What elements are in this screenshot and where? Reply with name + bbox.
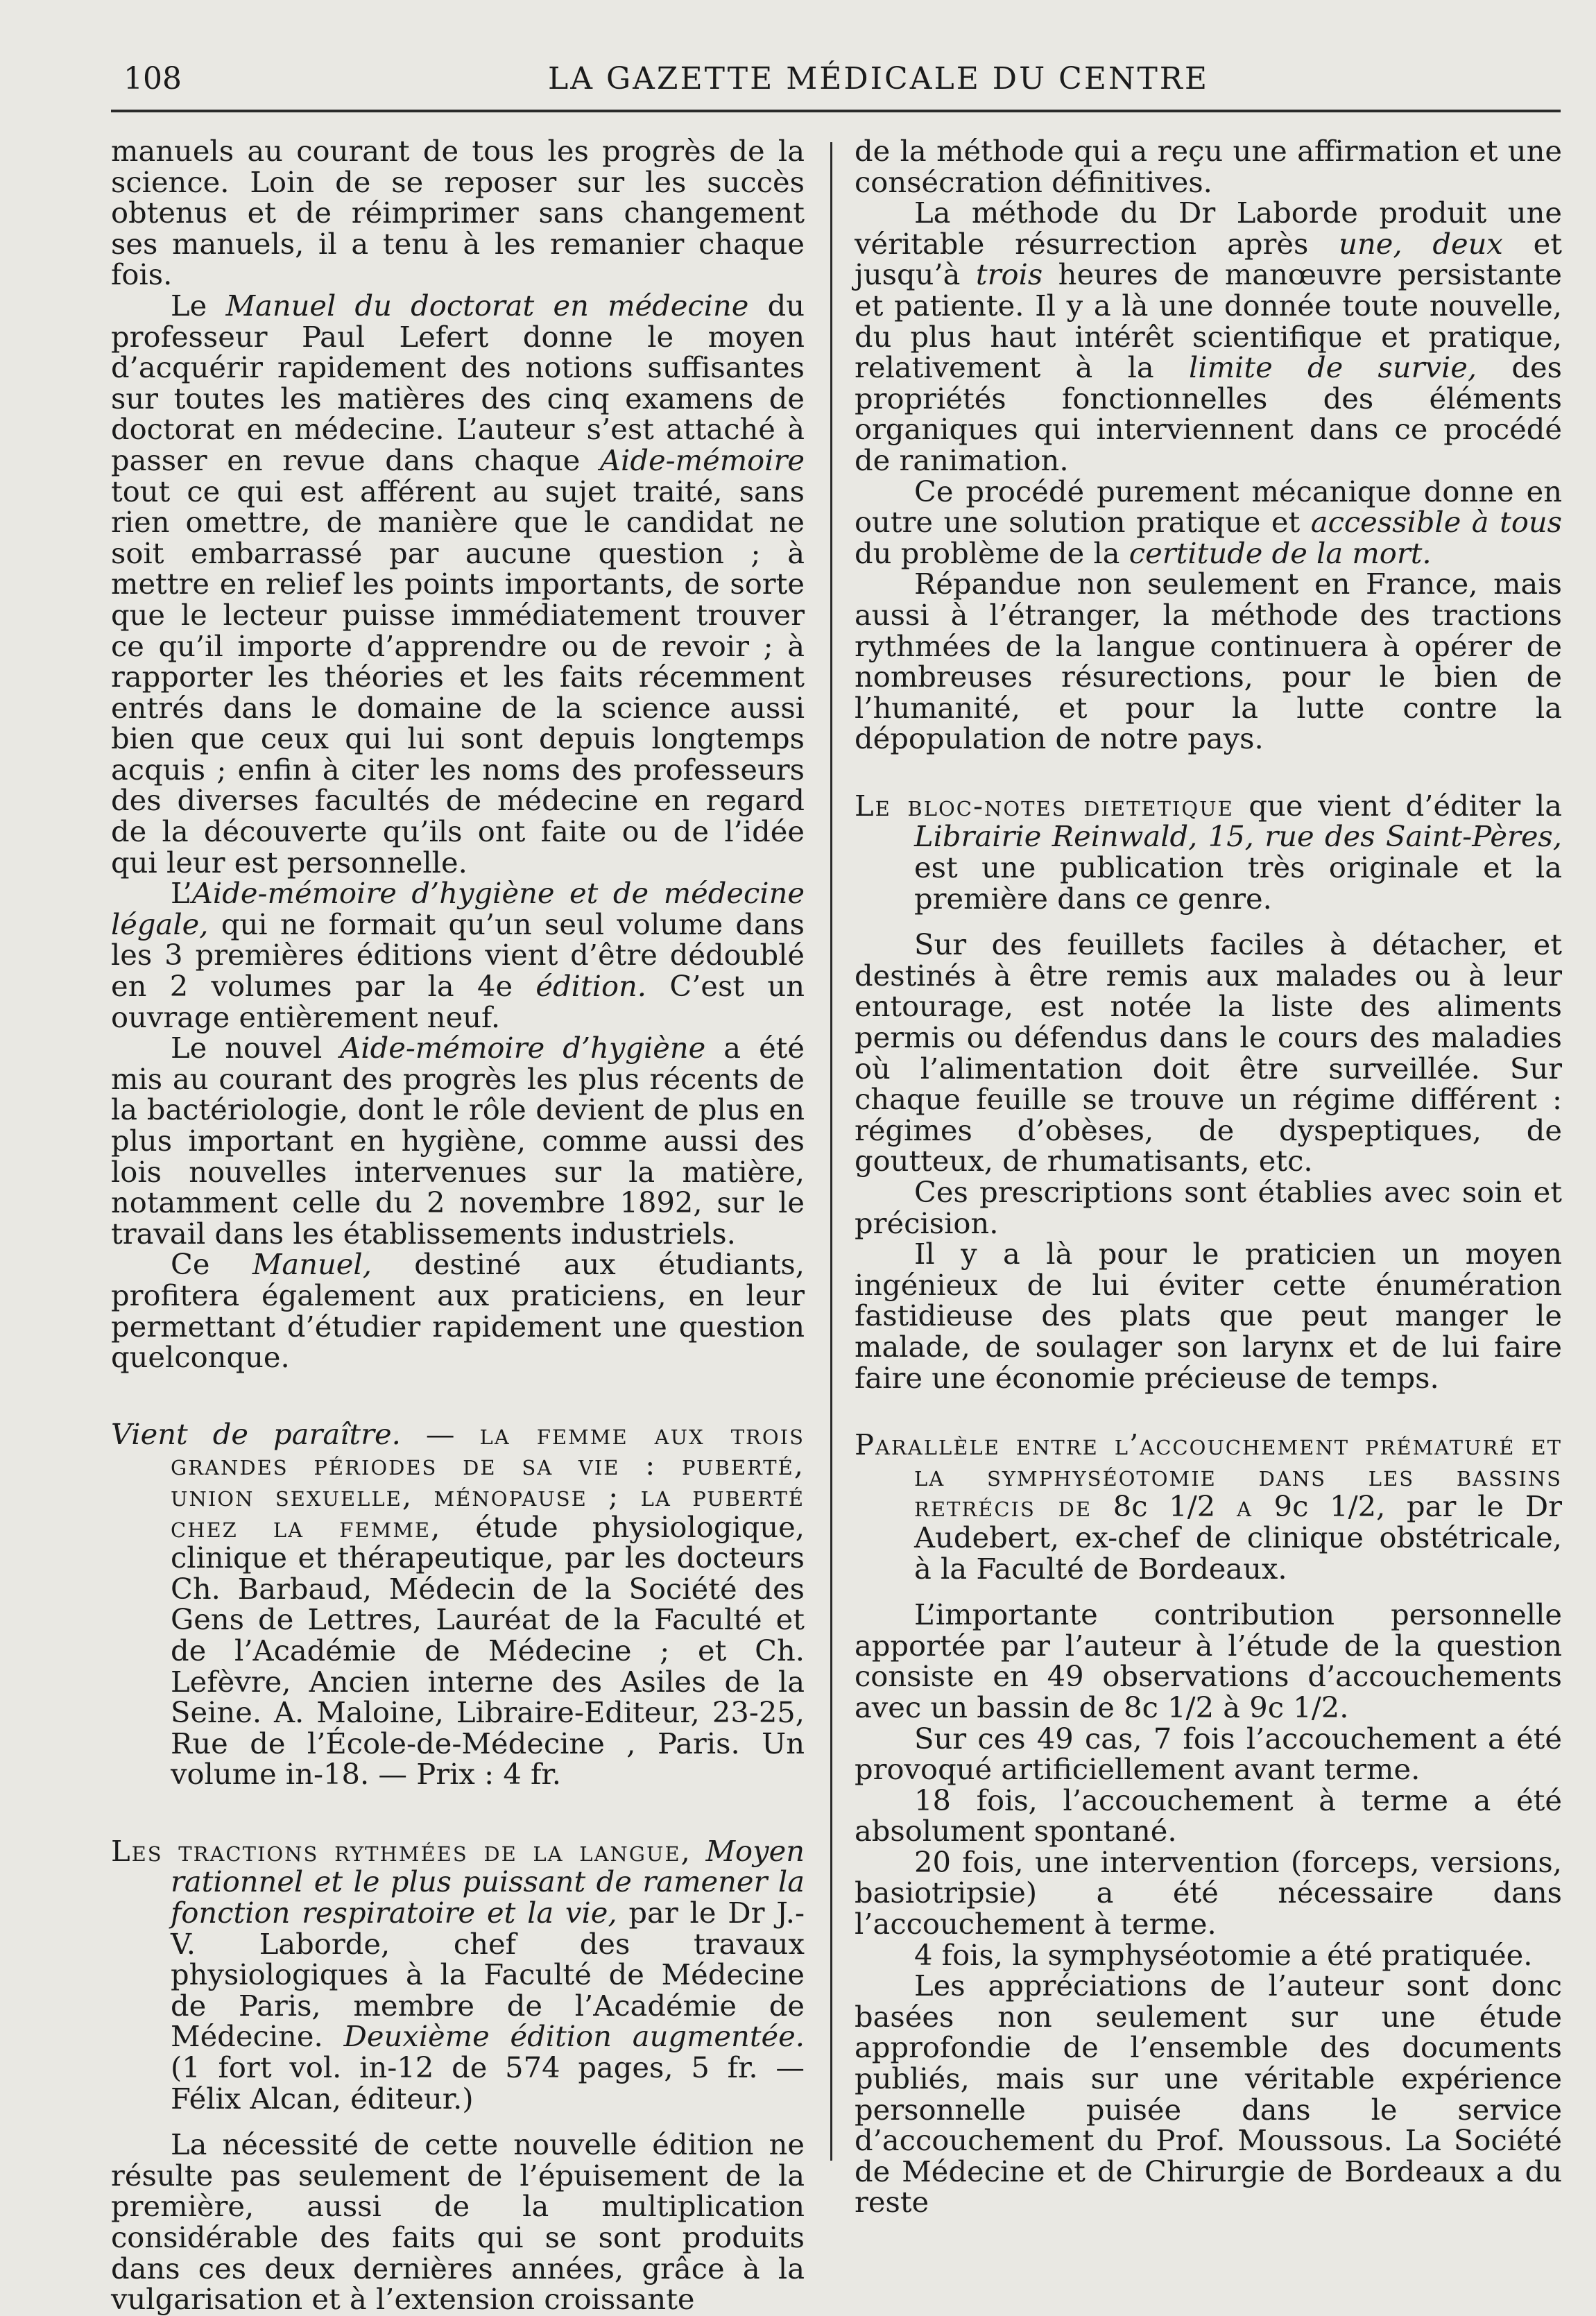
italic-text: Librairie Reinwald, 15, rue des Saint-Pères, [914, 819, 1562, 854]
left-column [111, 136, 805, 2315]
text-run: L’importante contribution personnelle apportée par l’auteur à l’étude de la question consiste en 49 observations d’accouchements avec un bassin de 8c 1/2 à 9c 1/2. [855, 1597, 1562, 1724]
notice-tractions-rythmees [111, 1833, 805, 2116]
text-run: 20 fois, une intervention (forceps, versions, basiotripsie) a été nécessaire dans l’accouchement à terme. [855, 1844, 1562, 1941]
text-run: des propriétés fonctionnelles des éléments organiques qui interviennent dans ce procédé de ranimation. [855, 350, 1562, 477]
italic-text: trois [975, 257, 1043, 292]
text-run: Le nouvel [171, 1031, 341, 1065]
paragraph-4-fois [855, 1937, 1562, 1972]
text-run: C’est un ouvrage entièrement neuf. [111, 969, 805, 1034]
small-caps-text: Parallèle entre l’accouchement prématuré et la symphyséotomie dans les bassins retrécis de [855, 1427, 1562, 1524]
page-number: 108 [123, 61, 182, 96]
small-caps-text: a [1236, 1489, 1253, 1524]
italic-text: édition. [535, 969, 647, 1004]
text-run: du professeur Paul Lefert donne le moyen d’acquérir rapidement des notions suffisantes sur toutes les matières des cinq examens de doctorat en médecine. L’auteur s’est attaché à passer en revue dans chaque [111, 288, 805, 477]
text-run: (1 fort vol. in-12 de 574 pages, 5 fr. — Félix Alcan, éditeur.) [171, 2050, 805, 2116]
notice-parallele-accouchement [855, 1427, 1562, 1586]
text-run: manuels au courant de tous les progrès de la science. Loin de se reposer sur les succès obtenus et de réimprimer sans changement ses manuels, il a tenu à les remanier chaque fois. [111, 134, 805, 292]
paragraph-prescriptions [855, 1177, 1562, 1239]
text-run: Ces prescriptions sont établies avec soin et précision. [855, 1175, 1562, 1240]
text-run: La nécessité de cette nouvelle édition ne résulte pas seulement de l’épuisement de la première, aussi de la multiplication considérable des faits qui se sont produits dans ces deux dernières années, grâce à la vulgarisation et à l’extension croissante [111, 2127, 805, 2316]
italic-text: Vient de paraître. [111, 1416, 401, 1451]
text-run: 9c 1/2, par le Dr Audebert, ex-chef de clinique obstétricale, à la Faculté de Bordeaux. [914, 1489, 1562, 1586]
text-run: a été mis au courant des progrès les plus récents de la bactériologie, dont le rôle devient de plus en plus important en hygiène, comme aussi des lois nouvelles intervenues sur la matière, notamment celle du 2 novembre 1892, sur le travail dans les établissements industriels. [111, 1031, 805, 1251]
small-caps-text: la femme aux trois grandes périodes de sa vie : puberté, union sexuelle, ménopause ; la puberté chez la femme, [171, 1416, 805, 1544]
text-run: Sur des feuillets faciles à détacher, et destinés à être remis aux malades ou à leur entourage, est notée la liste des aliments permis ou défendus dans le cours des maladies où l’alimentation doit être surveillée. Sur chaque feuille se trouve un régime différent : régimes d’obèses, de dyspeptiques, de goutteux, de rhumatisants, etc. [855, 927, 1562, 1178]
text-run: de la méthode qui a reçu une affirmation et une consécration définitives. [855, 134, 1562, 199]
text-run: tout ce qui est afférent au sujet traité, sans rien omettre, de manière que le candidat ne soit embarrassé par aucune question ; à mettre en relief les points importants, de sorte que le lecteur puisse immédiatement trouver ce qu’il importe d’apprendre ou de revoir ; à rapporter les théories et les faits récemment entrés dans le domaine de la science aussi bien que ceux qui lui sont depuis longtemps acquis ; enfin à citer les noms des professeurs des diverses facultés de médecine en regard de la découverte qu’ils ont faite ou de l’idée qui leur est personnelle. [111, 474, 805, 880]
text-run: L’ [171, 876, 192, 911]
paragraph-procede-mecanique [855, 474, 1562, 570]
text-run: Les appréciations de l’auteur sont donc basées non seulement sur une étude approfondie de l’ensemble des documents publiés, mais sur une véritable expérience personnelle puisée dans le service d’accouchement du Prof. Moussous. La Société de Médecine et de Chirurgie de Bordeaux a du reste [855, 1968, 1562, 2220]
paragraph-18-fois [855, 1785, 1562, 1847]
paragraph-aide-memoire-hygiene-legale [111, 878, 805, 1033]
paragraph-praticien [855, 1239, 1562, 1393]
italic-text: Manuel, [252, 1247, 372, 1282]
text-run: heures de manœuvre persistante et patiente. Il y a là une donnée toute nouvelle, du plus haut intérêt scientifique et pratique, relativement à la [855, 257, 1562, 385]
notice-femme-trois-periodes [111, 1416, 805, 1792]
italic-text: certitude de la mort. [1129, 535, 1432, 570]
header-rule [111, 110, 1561, 112]
text-run: Sur ces 49 cas, 7 fois l’accouchement a été provoqué artificiellement avant terme. [855, 1721, 1562, 1787]
text-run: Le [171, 288, 226, 323]
text-run: Ce procédé purement mécanique donne en outre une solution pratique et [855, 474, 1562, 540]
italic-text: Aide-mémoire d’hygiène et de médecine légale, [111, 876, 805, 941]
paragraph-manuel-doctorat [111, 288, 805, 880]
italic-text: Manuel du doctorat en médecine [225, 288, 749, 323]
paragraph-20-fois [855, 1844, 1562, 1941]
italic-text: Deuxième édition augmentée. [343, 2019, 805, 2054]
italic-text: limite de survie, [1189, 350, 1477, 385]
paragraph-contribution [855, 1599, 1562, 1723]
text-run: Répandue non seulement en France, mais aussi à l’étranger, la méthode des tractions rythmées de la langue continuera à opérer de nombreuses résurections, pour le bien de l’humanité, et pour la lutte contre la dépopulation de notre pays. [855, 567, 1562, 756]
text-run: qui ne formait qu’un seul volume dans les 3 premières éditions vient d’être dédoublé en 2 volumes par la 4e [111, 907, 805, 1004]
small-caps-text: Le bloc-notes dietetique [855, 788, 1234, 823]
notice-bloc-notes-dietetique [855, 788, 1562, 916]
text-run: Il y a là pour le praticien un moyen ingénieux de lui éviter cette énumération fastidieuse des plats que peut manger le malade, de soulager son larynx et de lui faire faire une économie précieuse de temps. [855, 1237, 1562, 1395]
paragraph-49-cas [855, 1721, 1562, 1787]
paragraph-necessite-edition [111, 2129, 805, 2315]
italic-text: Moyen rationnel et le plus puissant de ramener la fonction respiratoire et la vie, [171, 1833, 805, 1930]
paragraph-methode-continued [855, 136, 1562, 198]
text-run: est une publication très originale et la première dans ce genre. [914, 850, 1562, 916]
paragraph-feuillets [855, 929, 1562, 1177]
italic-text: accessible à tous [1310, 505, 1562, 540]
right-column [855, 136, 1562, 2218]
paragraph-appreciations [855, 1968, 1562, 2220]
text-run: 4 fois, la symphyséotomie a été pratiquée. [914, 1937, 1533, 1972]
paragraph-nouvel-aide-memoire [111, 1033, 805, 1249]
text-run: que vient d’éditer la [1233, 788, 1562, 823]
journal-title: LA GAZETTE MÉDICALE DU CENTRE [548, 61, 1210, 96]
paragraph-manuels-continued [111, 136, 805, 291]
text-run: 8c 1/2 [1092, 1489, 1237, 1524]
text-run [692, 1834, 706, 1868]
text-run: Ce [171, 1247, 252, 1282]
text-run: — [400, 1416, 480, 1451]
paragraph-repandue [855, 569, 1562, 755]
italic-text: Aide-mémoire [600, 443, 805, 477]
text-run: étude physiologique, clinique et thérapeutique, par les docteurs Ch. Barbaud, Médecin de la Société des Gens de Lettres, Lauréat de la Faculté et de l’Académie de Médecine ; et Ch. Lefèvre, Ancien interne des Asiles de la Seine. A. Maloine, Libraire-Editeur, 23-25, Rue de l’École-de-Médecine , Paris. Un volume in-18. — Prix : 4 fr. [171, 1509, 805, 1792]
text-run: et jusqu’à [855, 226, 1562, 292]
text-run: par le Dr J.-V. Laborde, chef des travaux physiologiques à la Faculté de Médecine de Paris, membre de l’Académie de Médecine. [171, 1896, 805, 2054]
small-caps-text: Les tractions rythmées de la langue, [111, 1833, 692, 1868]
text-run: La méthode du Dr Laborde produit une véritable résurrection après [855, 196, 1562, 261]
italic-text: Aide-mémoire d’hygiène [340, 1031, 706, 1065]
text-run: 18 fois, l’accouchement à terme a été absolument spontané. [855, 1783, 1562, 1848]
text-run: du problème de la [855, 535, 1129, 570]
italic-text: une, deux [1339, 226, 1503, 261]
paragraph-methode-laborde [855, 198, 1562, 476]
column-divider [830, 142, 832, 2161]
text-run: destiné aux étudiants, profitera également aux praticiens, en leur permettant d’étudier rapidement une question quelconque. [111, 1247, 805, 1375]
paragraph-manuel-etudiants [111, 1249, 805, 1373]
